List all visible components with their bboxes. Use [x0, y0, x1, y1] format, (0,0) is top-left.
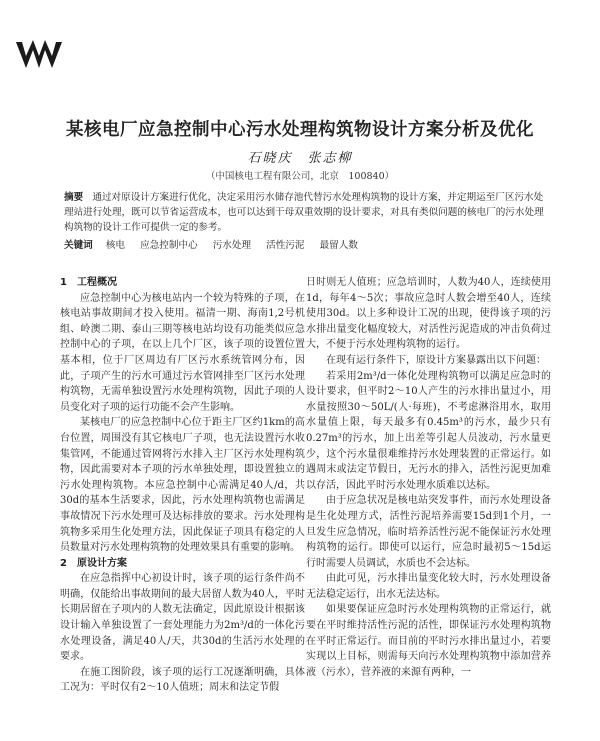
paragraph: 应急控制中心为核电站内一个较为特殊的子项，在核电站事故期间才投入使用。福清一期、海南1,2号机组、岭澳二期、泰山三期等核电站均设有功能类似应急控制中心的子项，在以上几个厂区，该子项的设置位置基本相，位于厂区周边有厂区污水系统管网分布，因此，子项产生的污水可通过污水管网排至厂区污水处理构筑物，无需单独设置污水处理构筑物，因此子项的人员变化对子项的运行功能不会产生影响。 [60, 292, 305, 413]
authors: 石晓庆 张志柳 [247, 151, 353, 166]
keyword: 污水处理 [212, 240, 252, 251]
section-heading: 2 原设计方案 [60, 557, 127, 569]
right-column [306, 275, 551, 680]
abstract-label: 摘要 [64, 192, 84, 203]
paragraph: 在现有运行条件下，原设计方案暴露出以下问题： [326, 354, 546, 366]
abstract-text: 通过对原设计方案进行优化，决定采用污水储存池代替污水处理构筑物的设计方案，并定期运至厂区污水处理站进行处理，既可以节省运营成本，也可以达到干母双重效期的设计要求，对具有类似问题的核电厂的污水处理构筑物的设计工作可提供一定的参考。 [64, 192, 544, 233]
paper-title: 某核电厂应急控制中心污水处理构筑物设计方案分析及优化 [66, 120, 534, 140]
affiliation: （中国核电工程有限公司，北京 100840） [205, 171, 395, 182]
keyword: 活性污泥 [266, 240, 305, 251]
keywords-label: 关键词 [64, 240, 93, 251]
paragraph: 某核电厂的应急控制中心位于距主厂区约1km的高台位置，周围没有其它核电厂子项，也无法设置污水收集管网，不能通过管网将污水排入主厂区污水处理构筑物，因此需要对本子项的污水单独处理，即设置独立的污水处理构筑物。本应急控制中心需满足40人/d，共30d的基本生活要求，因此，污水处理构筑物也需满足事故情况下污水处理可及达标排放的要求。污水处理构筑物多采用生化处理方法，因此保证子项具有稳定的人员数量对污水处理构筑物的处理效果具有重要的影响。 [60, 417, 305, 554]
paragraph: 在应急指挥中心初设计时，该子项的运行条件尚不明确，仅能给出事故期间的最大居留人数为40人，平时长期居留在子项内的人数无法确定，因此原设计根据该设计输入单独设置了一套处理能力为2m³/d的一体化污水处理设备，满足40人/天，共30d的生活污水处理的要求。 [60, 573, 305, 663]
paragraph: 若采用2m³/d一体化处理构筑物可以满足应急时的设计要求，但平时2～10人产生的污水排出量过小，用水量按照30～50L/(人·每班)，不考虑淋浴用水，取用水量值上限，每天最多有0.45m³的污水，最少只有0.27m³的污水，加上出差等引起人员波动，污水量更少，这个污水量很难维持污水处理装置的正常运行。如遇周末或法定节假日，无污水的排入，活性污泥更加难以存活，因此平时污水处理水质难以达标。 [306, 370, 551, 491]
paragraph: 在施工图阶段，该子项的运行工况逐渐明确，具体工况为：平时仅有2～10人值班；周末和法定节假 [60, 666, 305, 694]
paragraph: 由此可见，污水排出量变化较大时，污水处理设备无法稳定运行，出水无法达标。 [306, 573, 551, 600]
keywords [64, 237, 544, 251]
paragraph: 如果要保证应急时污水处理构筑物的正常运行，就要在平时维持活性污泥的活性，即保证污水处理构筑物在平时正常运行。而目前的平时污水排出量过小，若要实现以上目标，则需每天向污水处理构筑物中添加营养液（污水），营养液的来源有两种，一 [306, 604, 551, 678]
paragraph: 由于应急状况是核电站突发事件，而污水处理设备是生化处理方式，活性污泥培养需要15d到1个月，一旦发生应急情况，临时培养活性污泥不能保证污水处理构筑物的运行。即使可以运行，应急时最初5～15d运行时需要人员调试，水质也不会达标。 [306, 495, 551, 569]
section-heading: 1 工程概况 [60, 277, 117, 288]
keyword: 核电 [105, 240, 126, 251]
keyword: 最留人数 [319, 240, 358, 251]
left-column [60, 275, 305, 696]
journal-logo-w-icon [14, 38, 64, 72]
keyword: 应急控制中心 [140, 240, 198, 251]
paragraph: 日时则无人值班；应急培训时，人数为40人，连续使用1d，每年4～5次；事故应急时人数会增至40人，连续使用30d。以上多种设计工况的出现，使得该子项的污水排出量变化幅度较大，对活性污泥造成的冲击负荷过大，不便于污水处理构筑物的运行。 [306, 277, 551, 351]
abstract [64, 190, 544, 235]
